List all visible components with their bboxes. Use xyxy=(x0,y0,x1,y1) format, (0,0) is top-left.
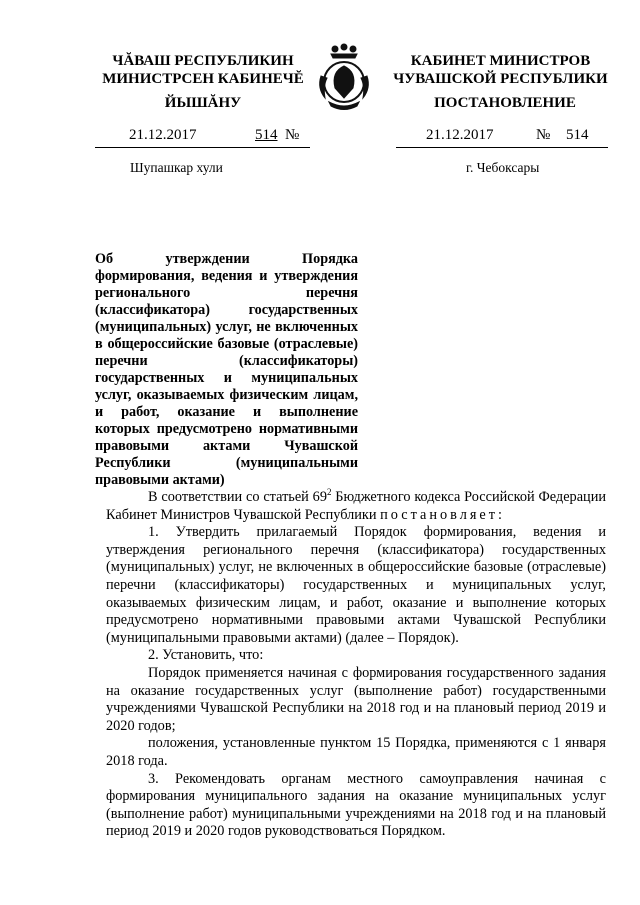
document-body xyxy=(106,489,606,841)
city-right: г. Чебоксары xyxy=(466,160,540,175)
date-right: 21.12.2017 xyxy=(426,127,494,143)
paragraph-item-3: 3. Рекомендовать органам местного самоуправления начиная с формирования муниципального задания на оказание муниципальных услуг (выполнение работ) муниципальными учреждениями на 2018 год и на плановый период 2019 и 2020 годов руководствоваться Порядком. xyxy=(106,770,606,840)
header-left xyxy=(88,52,318,88)
paragraph-item-2a: Порядок применяется начиная с формирования государственного задания на оказание государственных услуг (выполнение работ) государственными учреждениями Чувашской Республики на 2018 год и на плановый период 2019 и 2020 годов; xyxy=(106,664,606,734)
preamble-text-b: Бюджетного кодекса Российской Федерации Кабинет Министров Чувашской Республики xyxy=(106,489,606,523)
date-line-right xyxy=(396,127,608,148)
header-right xyxy=(393,52,608,88)
number-left: 514 xyxy=(255,127,278,143)
header-right-line1: КАБИНЕТ МИНИСТРОВ xyxy=(410,53,591,69)
date-line-left xyxy=(95,127,310,148)
paragraph-item-1: 1. Утвердить прилагаемый Порядок формирования, ведения и утверждения регионального перечня (классификатора) государственных (муниципальных) услуг, не включенных в общероссийские базовые (отраслевые) перечни (классификаторы) государственных и муниципальных услуг, оказываемых физическим лицам, и работ, оказание и выполнение которых предусмотрено нормативными правовыми актами Чувашской Республики (муниципальными правовыми актами) (далее – Порядок). xyxy=(106,524,606,646)
header-left-line1: ЧĂВАШ РЕСПУБЛИКИН xyxy=(112,53,294,69)
number-sign-left: № xyxy=(285,127,300,143)
number-right: 514 xyxy=(566,127,589,143)
document-title: Об утверждении Порядка формирования, ведения и утверждения регионального перечня (классификатора) государственных (муниципальных) услуг, не включенных в общероссийские базовые (отраслевые) перечни (классификаторы) государственных и муниципальных услуг, оказываемых физическим лицам, и работ, оказание и выполнение которых предусмотрено нормативными правовыми актами Чувашской Республики (муниципальными правовыми актами) xyxy=(95,251,358,488)
number-sign-right: № xyxy=(536,127,551,143)
date-left: 21.12.2017 xyxy=(129,127,197,143)
article-superscript: 2 xyxy=(326,487,332,498)
city-left: Шупашкар хули xyxy=(130,160,223,175)
header-left-kind: ЙЫШĂНУ xyxy=(164,95,242,111)
paragraph-item-2b: положения, установленные пунктом 15 Порядка, применяются с 1 января 2018 года. xyxy=(106,735,606,769)
preamble-text-a: В соответствии со статьей 69 xyxy=(148,489,327,505)
preamble-resolves: постановляет: xyxy=(380,506,506,523)
paragraph-preamble xyxy=(106,489,606,524)
header-right-kind: ПОСТАНОВЛЕНИЕ xyxy=(434,95,576,111)
header-right-line2: ЧУВАШСКОЙ РЕСПУБЛИКИ xyxy=(393,71,608,87)
coat-of-arms-icon xyxy=(313,42,375,114)
header-left-line2: МИНИСТРСЕН КАБИНЕЧĔ xyxy=(102,71,304,87)
paragraph-item-2: 2. Установить, что: xyxy=(148,647,264,664)
